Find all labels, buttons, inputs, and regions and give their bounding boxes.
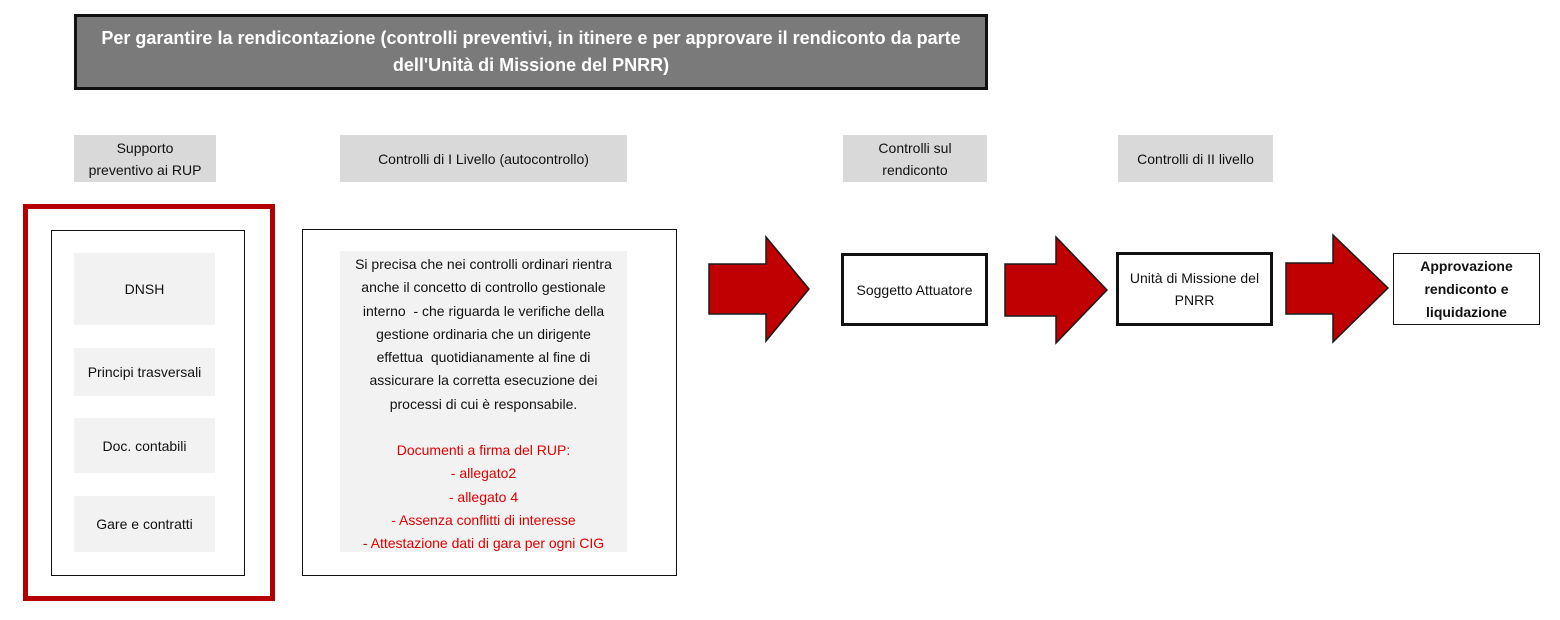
- node-approvazione-line-3: liquidazione: [1426, 303, 1507, 320]
- controlli-line-2: anche il concetto di controllo gestionale: [361, 279, 606, 296]
- support-item-gare: Gare e contratti: [74, 496, 215, 552]
- controlli-line-3: interno - che riguarda le verifiche della: [362, 302, 605, 319]
- flow-arrow-2: [1004, 236, 1108, 344]
- header-controlli-primo-livello: Controlli di I Livello (autocontrollo): [340, 135, 627, 182]
- header-supporto-line-1: Supporto: [116, 139, 174, 156]
- node-unita-missione: [1116, 252, 1273, 326]
- node-unita-line-1: Unità di Missione del: [1129, 270, 1260, 286]
- header-controlli-rendiconto-line-2: rendiconto: [882, 161, 948, 178]
- header-supporto-line-2: preventivo ai RUP: [88, 161, 202, 178]
- controlli-line-6: assicurare la corretta esecuzione dei: [369, 372, 598, 389]
- header-controlli-rendiconto: [843, 135, 987, 182]
- controlli-line-5: effettua quotidianamente al fine di: [376, 349, 591, 366]
- support-item-principi: Principi trasversali: [74, 348, 215, 396]
- controlli-line-1: Si precisa che nei controlli ordinari rientra: [355, 256, 612, 272]
- header-supporto: [74, 135, 216, 182]
- title-line-1: Per garantire la rendicontazione (controlli preventivi, in itinere e per approvare il rendiconto da parte: [101, 28, 961, 48]
- controlli-line-7: processi di cui è responsabile.: [389, 395, 578, 412]
- node-soggetto-attuatore: Soggetto Attuatore: [841, 253, 988, 326]
- controlli-line-4: gestione ordinaria che un dirigente: [376, 325, 591, 342]
- documenti-item-3: - Assenza conflitti di interesse: [391, 511, 576, 528]
- node-approvazione-line-1: Approvazione: [1420, 257, 1513, 274]
- documenti-heading: Documenti a firma del RUP:: [396, 442, 571, 459]
- title-line-2: dell'Unità di Missione del PNRR): [392, 55, 670, 75]
- flow-arrow-1: [708, 236, 810, 342]
- node-approvazione: [1393, 253, 1540, 325]
- header-controlli-secondo-livello: Controlli di II livello: [1118, 135, 1273, 182]
- support-item-dnsh: DNSH: [74, 253, 215, 325]
- documenti-item-1: - allegato2: [450, 465, 517, 482]
- flow-arrow-3: [1285, 234, 1389, 343]
- support-item-doc-contabili: Doc. contabili: [74, 418, 215, 473]
- controlli-text: [340, 251, 627, 552]
- documenti-item-2: - allegato 4: [448, 488, 519, 505]
- node-approvazione-line-2: rendiconto e: [1424, 280, 1509, 297]
- node-unita-line-2: PNRR: [1174, 292, 1215, 308]
- title-banner: [74, 14, 988, 90]
- documenti-item-4: - Attestazione dati di gara per ogni CIG: [362, 535, 605, 552]
- header-controlli-rendiconto-line-1: Controlli sul: [878, 139, 952, 156]
